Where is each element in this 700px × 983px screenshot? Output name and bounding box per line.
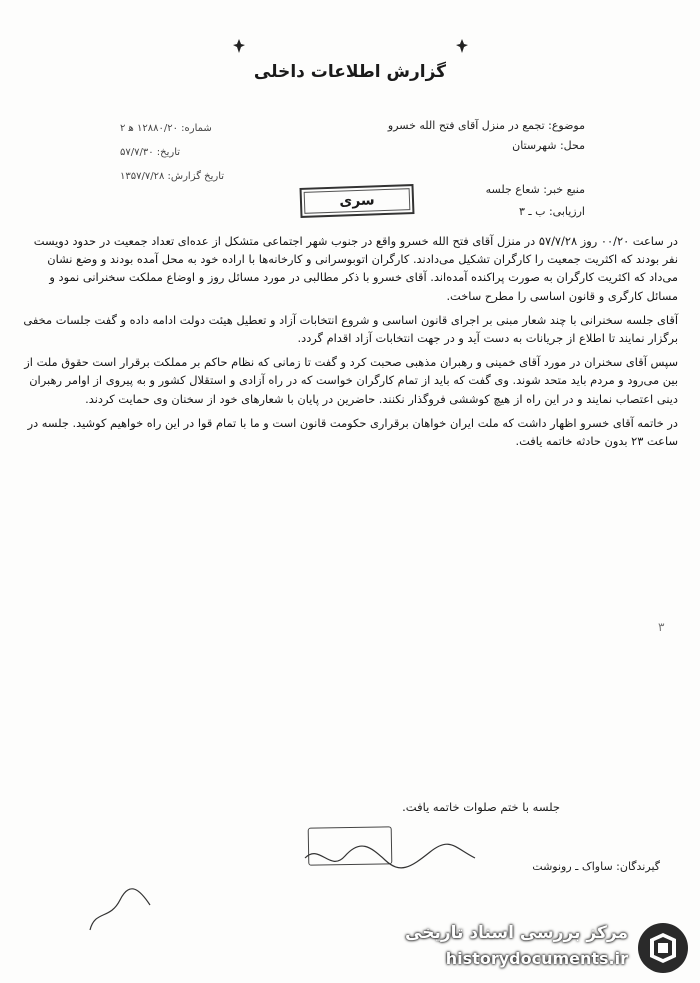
margin-scribble (80, 880, 200, 940)
recipients-line: گیرندگان: ساواک ـ رونوشت (532, 860, 660, 873)
paragraph: آقای جلسه سخنرانی با چند شعار مبنی بر اجرای قانون اساسی و شروع انتخابات آزاد و تعطیل هیئت دولت ادامه داده و گفت جلسات مخفی برگزار نمایند تا اطلاع از جریانات به دست آید و در جهت انتخابات آزاد اقدام گردد. (23, 312, 678, 346)
stamp-label: سری (304, 188, 411, 214)
emblem-icon (232, 38, 246, 54)
paragraph: در خاتمه آقای خسرو اظهار داشت که ملت ایران خواهان برقراری حکومت قانون است و ما با تمام قوا در این راه خواهیم کوشید. جلسه در ساعت ۲۳ بدون حادثه خاتمه یافت. (27, 415, 678, 449)
watermark-title: مرکز بررسی اسناد تاریخی (405, 923, 628, 943)
doc-date-line: تاریخ: ۵۷/۷/۳۰ (120, 147, 181, 158)
report-date-line: تاریخ گزارش: ۱۳۵۷/۷/۲۸ (120, 171, 225, 182)
signature-scribble (300, 838, 480, 878)
document-title: گزارش اطلاعات داخلی (253, 62, 447, 82)
archive-logo-icon (636, 921, 690, 975)
closing-line: جلسه با ختم صلوات خاتمه یافت. (402, 800, 560, 814)
emblem-icon (455, 38, 469, 54)
source-line: منبع خبر: شعاع جلسه (485, 183, 585, 196)
classification-stamp (300, 184, 415, 218)
page-mark: ۳ (658, 620, 665, 634)
subject-line: موضوع: تجمع در منزل آقای فتح الله خسرو (387, 119, 585, 132)
watermark-url: historydocuments.ir (445, 949, 628, 968)
paragraph: سپس آقای سخنران در مورد آقای خمینی و رهبران مذهبی صحبت کرد و گفت تا زمانی که نظام حاکم بر مملکت برقرار است حقوق ملت از بین می‌رود و مردم باید متحد شوند. وی گفت که باید از تمام کارگران خواست که در راه آزادی و استقلال کشور و به پیروی از اوامر رهبران دینی اعتصاب نمایند و در این راه از هیچ کوششی فروگذار نکنند. حاضرین در پایان با شعارهای خود از سخنان وی حمایت کردند. (24, 355, 678, 406)
report-body (22, 232, 678, 450)
location-line: محل: شهرستان (512, 139, 585, 152)
rating-line: ارزیابی: ب ـ ۳ (518, 205, 585, 218)
number-line: شماره: ۱۲۸۸۰/۲۰ ه‍ ۲ (120, 123, 212, 134)
paragraph: در ساعت ۰۰/۲۰ روز ۵۷/۷/۲۸ در منزل آقای فتح الله خسرو واقع در جنوب شهر اجتماعی متشکل از عده‌ای تعداد جمعیت در حدود دویست نفر بودند که اکثریت جمعیت را کارگران تشکیل می‌دادند. کارگران اتوبوسرانی و کارخانه‌ها با اراده خود به محل آمده بودند و وضع نشان می‌داد که اکثریت کارگران به صورت پراکنده آمده‌اند. آقای خسرو با ذکر مطالبی در مورد مسائل روز و اوضاع مملکت سخنرانی نمود و مسائل کارگری و قانون اساسی را مطرح ساخت. (33, 234, 678, 303)
watermark (405, 917, 690, 977)
